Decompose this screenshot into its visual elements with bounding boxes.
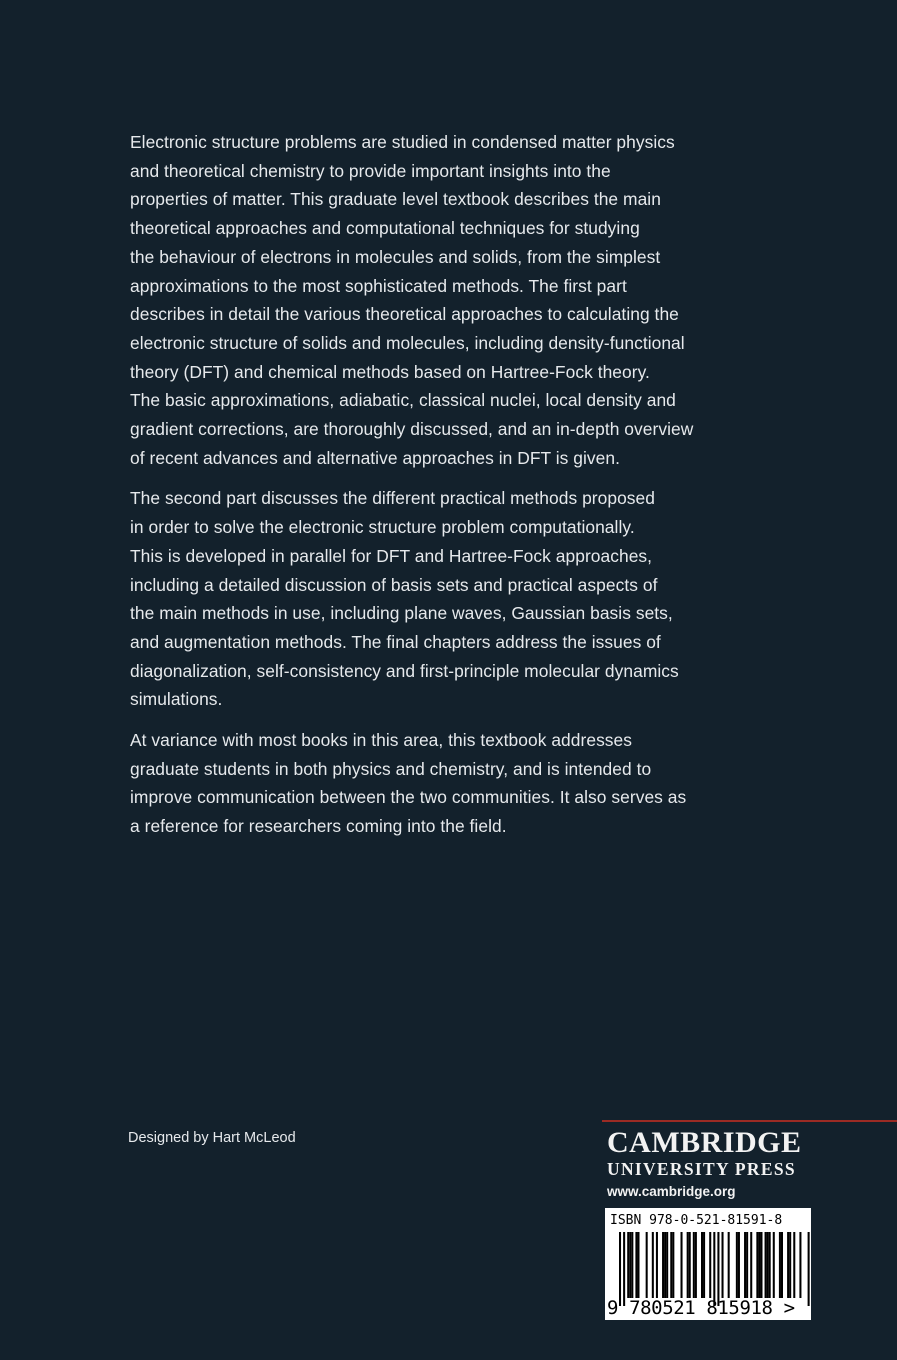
barcode-bar: [738, 1232, 740, 1298]
barcode-bar: [709, 1232, 711, 1298]
publisher-name: CAMBRIDGE: [607, 1126, 802, 1159]
barcode-bar: [736, 1232, 738, 1298]
isbn-barcode: [605, 1208, 811, 1320]
designer-credit: Designed by Hart McLeod: [128, 1130, 296, 1146]
description-paragraph-1: [130, 128, 755, 472]
text-line: including a detailed discussion of basis sets and practical aspects of: [130, 574, 658, 595]
description-paragraph-2: [130, 484, 755, 714]
text-line: improve communication between the two communities. It also serves as: [130, 787, 687, 808]
barcode-bar: [664, 1232, 666, 1298]
barcode-bar: [769, 1232, 771, 1298]
barcode-bar: [656, 1232, 658, 1298]
barcode-bar: [635, 1232, 637, 1298]
barcode-bar: [758, 1232, 760, 1298]
barcode-bar: [787, 1232, 789, 1298]
barcode-bar: [631, 1232, 633, 1298]
barcode-bar: [687, 1232, 689, 1298]
text-line: properties of matter. This graduate level textbook describes the main: [130, 189, 661, 210]
barcode-bar: [722, 1232, 724, 1298]
text-line: diagonalization, self-consistency and first-principle molecular dynamics: [130, 660, 679, 681]
barcode-bar: [750, 1232, 752, 1298]
barcode-bar: [713, 1232, 715, 1306]
text-line: simulations.: [130, 689, 223, 710]
text-line: graduate students in both physics and chemistry, and is intended to: [130, 758, 652, 779]
text-line: The second part discusses the different practical methods proposed: [130, 488, 655, 509]
text-line: theory (DFT) and chemical methods based on Hartree-Fock theory.: [130, 361, 650, 382]
publisher-url: www.cambridge.org: [607, 1184, 736, 1199]
barcode-bar: [652, 1232, 654, 1298]
text-line: The basic approximations, adiabatic, classical nuclei, local density and: [130, 390, 676, 411]
publisher-rule: [602, 1120, 897, 1122]
barcode-bar: [681, 1232, 683, 1298]
text-line: in order to solve the electronic structure problem computationally.: [130, 517, 635, 538]
barcode-bar: [672, 1232, 674, 1298]
text-line: of recent advances and alternative approaches in DFT is given.: [130, 447, 620, 468]
isbn-label: ISBN 978-0-521-81591-8: [610, 1213, 783, 1228]
barcode-digits: 9 780521 815918 >: [607, 1297, 795, 1319]
barcode-bar: [662, 1232, 664, 1298]
text-line: describes in detail the various theoretical approaches to calculating the: [130, 304, 679, 325]
barcode-bar: [808, 1232, 810, 1306]
barcode-bar: [627, 1232, 629, 1298]
description-paragraph-3: [130, 726, 755, 841]
barcode-bar: [746, 1232, 748, 1298]
barcode-bar: [760, 1232, 762, 1298]
text-line: approximations to the most sophisticated methods. The first part: [130, 275, 627, 296]
publisher-logo: [607, 1127, 817, 1199]
barcode-bar: [781, 1232, 783, 1298]
barcode-bar: [629, 1232, 631, 1298]
barcode-bar: [689, 1232, 691, 1298]
text-line: electronic structure of solids and molecules, including density-functional: [130, 332, 685, 353]
barcode-bar: [646, 1232, 648, 1298]
barcode-bar: [701, 1232, 703, 1298]
text-line: a reference for researchers coming into the field.: [130, 816, 507, 837]
barcode-bar: [793, 1232, 795, 1298]
barcode-bar: [728, 1232, 730, 1298]
text-line: theoretical approaches and computational techniques for studying: [130, 218, 640, 239]
back-cover-description: [130, 128, 755, 853]
barcode-bar: [773, 1232, 775, 1298]
barcode-bar: [799, 1232, 801, 1298]
barcode-bar: [717, 1232, 719, 1306]
barcode-bar: [744, 1232, 746, 1298]
barcode-bar: [623, 1232, 625, 1306]
text-line: and augmentation methods. The final chapters address the issues of: [130, 631, 661, 652]
barcode-bar: [666, 1232, 668, 1298]
barcode-bar: [695, 1232, 697, 1298]
text-line: This is developed in parallel for DFT and Hartree-Fock approaches,: [130, 545, 653, 566]
text-line: the behaviour of electrons in molecules and solids, from the simplest: [130, 246, 661, 267]
text-line: and theoretical chemistry to provide important insights into the: [130, 160, 611, 181]
text-line: Electronic structure problems are studied in condensed matter physics: [130, 132, 675, 152]
barcode-bar: [789, 1232, 791, 1298]
barcode-bar: [619, 1232, 621, 1306]
barcode-bar: [703, 1232, 705, 1298]
publisher-subtitle: UNIVERSITY PRESS: [607, 1159, 796, 1179]
text-line: gradient corrections, are thoroughly discussed, and an in-depth overview: [130, 419, 694, 440]
barcode-bar: [765, 1232, 767, 1298]
barcode-bar: [670, 1232, 672, 1298]
text-line: the main methods in use, including plane waves, Gaussian basis sets,: [130, 603, 673, 624]
barcode-bar: [637, 1232, 639, 1298]
barcode-bar: [756, 1232, 758, 1298]
barcode-bar: [767, 1232, 769, 1298]
barcode-bar: [779, 1232, 781, 1298]
barcode-bar: [693, 1232, 695, 1298]
text-line: At variance with most books in this area, this textbook addresses: [130, 730, 633, 751]
